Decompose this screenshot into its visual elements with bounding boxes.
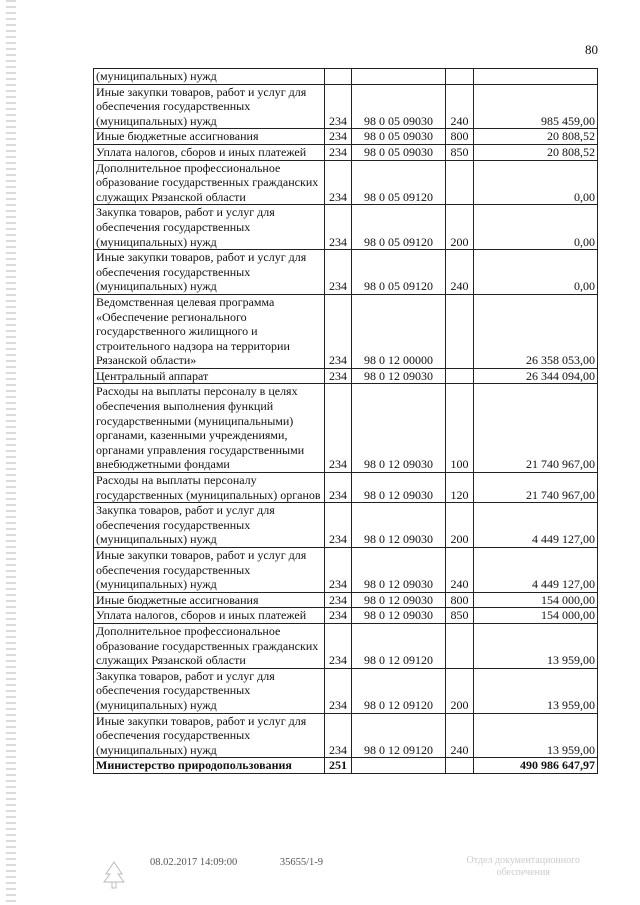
- cell-vr: 850: [446, 144, 474, 160]
- cell-sum: 154 000,00: [474, 592, 598, 608]
- table-row: [94, 548, 598, 593]
- cell-vr: [446, 294, 474, 368]
- cell-sum: 985 459,00: [474, 84, 598, 129]
- budget-table: [93, 68, 598, 774]
- cell-vr: [446, 69, 474, 85]
- cell-vr: 800: [446, 592, 474, 608]
- page-number: 80: [585, 42, 598, 57]
- cell-csr: 98 0 12 09030: [352, 368, 446, 384]
- table-row: [94, 368, 598, 384]
- watermark-line-2: обеспечения: [496, 867, 550, 878]
- cell-name: Ведомственная целевая программа «Обеспечение регионального государственного жилищного и строительного надзора на территории Рязанской области»: [94, 294, 325, 368]
- cell-vr: 200: [446, 205, 474, 250]
- cell-name: Закупка товаров, работ и услуг для обеспечения государственных (муниципальных) нужд: [94, 503, 325, 548]
- cell-ved: 234: [325, 592, 352, 608]
- cell-vr: 200: [446, 503, 474, 548]
- cell-name: (муниципальных) нужд: [94, 69, 325, 85]
- cell-csr: 98 0 05 09120: [352, 205, 446, 250]
- cell-csr: 98 0 12 09030: [352, 592, 446, 608]
- cell-name: Дополнительное профессиональное образование государственных гражданских служащих Рязанской области: [94, 623, 325, 668]
- table-row: [94, 473, 598, 503]
- cell-ved: 234: [325, 623, 352, 668]
- cell-csr: 98 0 05 09030: [352, 129, 446, 145]
- watermark-line-1: Отдел документационного: [466, 855, 580, 866]
- cell-csr: 98 0 05 09030: [352, 84, 446, 129]
- table-row: [94, 592, 598, 608]
- cell-ved: 234: [325, 144, 352, 160]
- cell-sum: 0,00: [474, 205, 598, 250]
- cell-sum: 13 959,00: [474, 623, 598, 668]
- cell-vr: 240: [446, 250, 474, 295]
- cell-csr: 98 0 12 00000: [352, 294, 446, 368]
- cell-ved: 234: [325, 384, 352, 473]
- cell-sum: 26 358 053,00: [474, 294, 598, 368]
- cell-ved: 234: [325, 368, 352, 384]
- cell-name: Иные бюджетные ассигнования: [94, 129, 325, 145]
- cell-csr: 98 0 12 09030: [352, 384, 446, 473]
- cell-name: Иные закупки товаров, работ и услуг для обеспечения государственных (муниципальных) нужд: [94, 713, 325, 758]
- cell-vr: [446, 623, 474, 668]
- cell-name: Закупка товаров, работ и услуг для обеспечения государственных (муниципальных) нужд: [94, 205, 325, 250]
- cell-sum: [474, 69, 598, 85]
- cell-sum: 0,00: [474, 250, 598, 295]
- cell-vr: 100: [446, 384, 474, 473]
- cell-ved: 234: [325, 608, 352, 624]
- table-row: [94, 713, 598, 758]
- cell-name: Иные закупки товаров, работ и услуг для обеспечения государственных (муниципальных) нужд: [94, 250, 325, 295]
- cell-name: Закупка товаров, работ и услуг для обеспечения государственных (муниципальных) нужд: [94, 668, 325, 713]
- table-row: [94, 608, 598, 624]
- budget-table-body: [94, 69, 598, 774]
- cell-name: Министерство природопользования: [94, 758, 325, 774]
- cell-ved: 234: [325, 294, 352, 368]
- cell-sum: 20 808,52: [474, 129, 598, 145]
- cell-ved: 234: [325, 473, 352, 503]
- tree-logo-icon: [100, 860, 128, 890]
- cell-name: Центральный аппарат: [94, 368, 325, 384]
- table-row: [94, 84, 598, 129]
- cell-vr: 240: [446, 84, 474, 129]
- table-row: [94, 294, 598, 368]
- cell-name: Уплата налогов, сборов и иных платежей: [94, 608, 325, 624]
- cell-sum: 0,00: [474, 160, 598, 205]
- cell-csr: 98 0 12 09030: [352, 608, 446, 624]
- cell-sum: 20 808,52: [474, 144, 598, 160]
- cell-name: Иные закупки товаров, работ и услуг для обеспечения государственных (муниципальных) нужд: [94, 84, 325, 129]
- cell-name: Расходы на выплаты персоналу в целях обеспечения выполнения функций государственными (муниципальными) органами, казенными учреждениями, органами управления государственными внебюджетными фондами: [94, 384, 325, 473]
- cell-ved: 234: [325, 548, 352, 593]
- cell-sum: 13 959,00: [474, 713, 598, 758]
- cell-vr: 240: [446, 713, 474, 758]
- scan-margin-marks: [6, 0, 16, 905]
- table-row: [94, 129, 598, 145]
- table-row: [94, 623, 598, 668]
- cell-csr: [352, 758, 446, 774]
- cell-vr: 120: [446, 473, 474, 503]
- table-row: [94, 250, 598, 295]
- cell-ved: 251: [325, 758, 352, 774]
- cell-vr: [446, 368, 474, 384]
- cell-ved: 234: [325, 129, 352, 145]
- cell-csr: 98 0 12 09120: [352, 623, 446, 668]
- cell-vr: 200: [446, 668, 474, 713]
- cell-ved: 234: [325, 84, 352, 129]
- table-row: [94, 144, 598, 160]
- cell-csr: 98 0 05 09030: [352, 144, 446, 160]
- table-row: [94, 503, 598, 548]
- footer: [150, 857, 363, 868]
- cell-sum: 21 740 967,00: [474, 473, 598, 503]
- cell-csr: 98 0 05 09120: [352, 160, 446, 205]
- cell-ved: 234: [325, 205, 352, 250]
- cell-csr: 98 0 12 09030: [352, 548, 446, 593]
- cell-sum: 490 986 647,97: [474, 758, 598, 774]
- cell-ved: 234: [325, 160, 352, 205]
- cell-sum: 4 449 127,00: [474, 503, 598, 548]
- cell-ved: 234: [325, 250, 352, 295]
- table-row: [94, 160, 598, 205]
- cell-name: Дополнительное профессиональное образование государственных гражданских служащих Рязанской области: [94, 160, 325, 205]
- cell-csr: 98 0 05 09120: [352, 250, 446, 295]
- cell-sum: 4 449 127,00: [474, 548, 598, 593]
- table-row: [94, 668, 598, 713]
- footer-doc-code: 35655/1-9: [279, 857, 324, 868]
- table-row: [94, 69, 598, 85]
- cell-vr: [446, 160, 474, 205]
- cell-ved: [325, 69, 352, 85]
- cell-vr: [446, 758, 474, 774]
- cell-sum: 154 000,00: [474, 608, 598, 624]
- cell-name: Уплата налогов, сборов и иных платежей: [94, 144, 325, 160]
- cell-csr: 98 0 12 09120: [352, 713, 446, 758]
- cell-vr: 800: [446, 129, 474, 145]
- cell-sum: 13 959,00: [474, 668, 598, 713]
- cell-vr: 240: [446, 548, 474, 593]
- cell-csr: 98 0 12 09030: [352, 503, 446, 548]
- total-row: [94, 758, 598, 774]
- cell-name: Расходы на выплаты персоналу государственных (муниципальных) органов: [94, 473, 325, 503]
- cell-csr: 98 0 12 09030: [352, 473, 446, 503]
- cell-csr: [352, 69, 446, 85]
- cell-sum: 26 344 094,00: [474, 368, 598, 384]
- cell-vr: 850: [446, 608, 474, 624]
- footer-datetime: 08.02.2017 14:09:00: [150, 857, 238, 868]
- cell-name: Иные бюджетные ассигнования: [94, 592, 325, 608]
- cell-csr: 98 0 12 09120: [352, 668, 446, 713]
- cell-sum: 21 740 967,00: [474, 384, 598, 473]
- cell-name: Иные закупки товаров, работ и услуг для обеспечения государственных (муниципальных) нужд: [94, 548, 325, 593]
- table-row: [94, 384, 598, 473]
- cell-ved: 234: [325, 713, 352, 758]
- watermark: [467, 855, 580, 879]
- cell-ved: 234: [325, 668, 352, 713]
- table-row: [94, 205, 598, 250]
- cell-ved: 234: [325, 503, 352, 548]
